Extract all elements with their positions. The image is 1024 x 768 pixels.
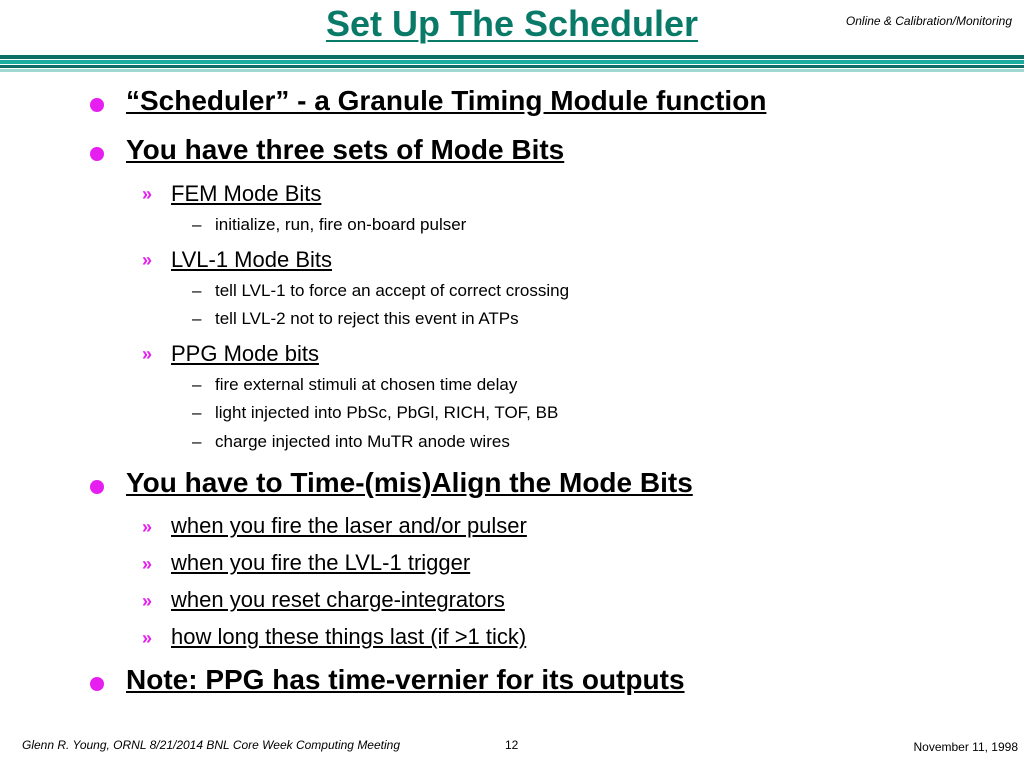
header-band-mid xyxy=(0,60,1024,64)
chevron-icon: » xyxy=(142,517,153,537)
chevron-icon: » xyxy=(142,250,153,270)
bullet-dot-icon xyxy=(90,147,104,161)
sub-bullet-fem: FEM Mode Bits xyxy=(171,181,322,206)
bullet-4-text: Note: PPG has time-vernier for its outputs xyxy=(126,664,685,695)
bullet-2-text: You have three sets of Mode Bits xyxy=(126,134,565,165)
sub-item-ppg-1: fire external stimuli at chosen time delay xyxy=(215,375,518,394)
bullet-3-text: You have to Time-(mis)Align the Mode Bits xyxy=(126,467,693,498)
bullet-dot-icon xyxy=(90,480,104,494)
sub-item-fem-1: initialize, run, fire on-board pulser xyxy=(215,215,467,234)
bullet-dot-icon xyxy=(90,98,104,112)
sub-bullet-reset: when you reset charge-integrators xyxy=(171,587,505,612)
sub-bullet-lvl1: LVL-1 Mode Bits xyxy=(171,247,333,272)
header-band-light xyxy=(0,69,1024,72)
sub-bullet-ppg: PPG Mode bits xyxy=(171,341,319,366)
sub-item-lvl1-2: tell LVL-2 not to reject this event in ATPs xyxy=(215,309,519,328)
header-band-dark-2 xyxy=(0,65,1024,68)
header-band-dark xyxy=(0,55,1024,59)
sub-item-ppg-2: light injected into PbSc, PbGl, RICH, TOF, BB xyxy=(215,403,559,422)
header-corner-label: Online & Calibration/Monitoring xyxy=(845,14,1012,28)
sub-item-ppg-3: charge injected into MuTR anode wires xyxy=(215,432,510,451)
sub-bullet-duration: how long these things last (if >1 tick) xyxy=(171,624,527,649)
chevron-icon: » xyxy=(142,554,153,574)
dash-icon: – xyxy=(192,281,202,300)
dash-icon: – xyxy=(192,375,202,394)
sub-item-lvl1-1: tell LVL-1 to force an accept of correct crossing xyxy=(215,281,570,300)
page-number: 12 xyxy=(505,738,519,752)
chevron-icon: » xyxy=(142,628,153,648)
slide-title: Set Up The Scheduler xyxy=(325,3,699,44)
chevron-icon: » xyxy=(142,591,153,611)
dash-icon: – xyxy=(192,403,202,422)
chevron-icon: » xyxy=(142,344,153,364)
dash-icon: – xyxy=(192,432,202,451)
bullet-1-text: “Scheduler” - a Granule Timing Module function xyxy=(126,85,767,116)
bullet-dot-icon xyxy=(90,677,104,691)
dash-icon: – xyxy=(192,309,202,328)
sub-bullet-trigger: when you fire the LVL-1 trigger xyxy=(171,550,471,575)
dash-icon: – xyxy=(192,215,202,234)
sub-bullet-laser: when you fire the laser and/or pulser xyxy=(171,513,527,538)
footer-author: Glenn R. Young, ORNL 8/21/2014 BNL Core Week Computing Meeting xyxy=(22,738,401,752)
chevron-icon: » xyxy=(142,184,153,204)
footer-date: November 11, 1998 xyxy=(913,740,1018,754)
